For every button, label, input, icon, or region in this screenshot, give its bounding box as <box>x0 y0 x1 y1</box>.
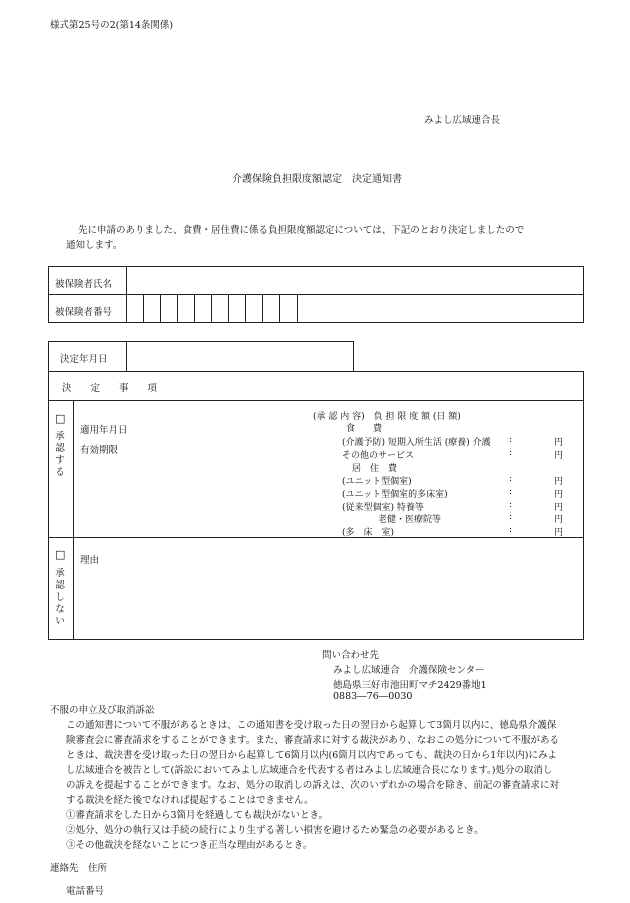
appeal-line: この通知書について不服があるときは、この通知書を受け取った日の翌日から起算して3箇月以内に、徳島県介護保 <box>66 720 557 731</box>
amount-row-colon: : <box>509 500 513 510</box>
appeal-item: ②処分、処分の執行又は手続の続行により生ずる著しい損害を避けるため緊急の必要があるとき。 <box>66 825 484 836</box>
insured-number-label: 被保険者番号 <box>55 307 113 318</box>
yen-unit: 円 <box>554 438 564 448</box>
yen-unit: 円 <box>554 490 564 500</box>
amount-row-label: その他のサービス <box>342 451 415 461</box>
intro-text: 先に申請のありました、食費・居住費に係る負担限度額認定については、下記のとおり決定しましたので <box>78 225 525 236</box>
amount-row-label: (多 床 室) <box>342 528 395 538</box>
form-id: 様式第25号の2(第14条関係) <box>50 20 174 31</box>
appeal-line: 険審査会に審査請求をすることができます。また、審査請求に対する裁決があり、なおこの処分について不服がある <box>66 735 560 746</box>
footer-contact-label: 連絡先 住所 <box>50 863 108 874</box>
contact-phone: 0883―76―0030 <box>333 691 413 702</box>
deny-label: 承 認 し な い <box>55 568 65 627</box>
amount-row-colon: : <box>509 448 513 458</box>
yen-unit: 円 <box>554 451 564 461</box>
decision-items-label: 決 定 事 項 <box>62 383 158 394</box>
approve-checkbox[interactable]: □ <box>55 412 66 425</box>
amount-row-label: 老健・医療院等 <box>342 515 442 525</box>
insured-name-label: 被保険者氏名 <box>55 279 113 290</box>
appeal-line: の訴えを提起することができます。なお、処分の取消しの訴えは、次のいずれかの場合を除き、前記の審査請求に対 <box>66 780 559 791</box>
insured-number-boxes[interactable] <box>127 295 299 322</box>
food-heading: 食 費 <box>346 424 383 434</box>
appeal-item: ③その他裁決を経ないことにつき正当な理由があるとき。 <box>66 840 313 851</box>
yen-unit: 円 <box>554 528 564 538</box>
valid-period-label: 有効期限 <box>80 445 119 456</box>
issuer: みよし広域連合長 <box>424 115 501 126</box>
amount-header: (承 認 内 容) 負 担 限 度 額 (日 額) <box>313 412 461 422</box>
contact-heading: 問い合わせ先 <box>322 650 380 661</box>
amount-row-label: (従来型個室) 特養等 <box>342 503 424 513</box>
approve-label: 承 認 す る <box>55 431 65 478</box>
residence-heading: 居 住 費 <box>352 464 398 474</box>
amount-row-colon: : <box>509 487 513 497</box>
appeal-line: する裁決を経た後でなければ提起することはできません。 <box>66 795 314 806</box>
yen-unit: 円 <box>554 503 564 513</box>
contact-address: 徳島県三好市池田町マチ2429番地1 <box>333 680 487 691</box>
apply-date-label: 適用年月日 <box>80 425 128 436</box>
insured-name-field[interactable] <box>127 267 583 293</box>
appeal-item: ①審査請求をした日から3箇月を経過しても裁決がないとき。 <box>66 810 329 821</box>
appeal-line: ときは、裁決書を受け取った日の翌日から起算して6箇月以内(6箇月以内であっても、裁決の日から1年以内)にみよ <box>66 750 557 761</box>
amount-row-colon: : <box>509 525 513 535</box>
contact-org: みよし広域連合 介護保険センター <box>333 665 485 676</box>
appeal-heading: 不服の申立及び取消訴訟 <box>50 705 155 716</box>
amount-row-label: (介護予防) 短期入所生活 (療養) 介護 <box>342 438 491 448</box>
page-title: 介護保険負担限度額認定 決定通知書 <box>232 174 402 185</box>
reason-field[interactable] <box>90 565 580 635</box>
footer-phone-label: 電話番号 <box>66 886 105 897</box>
deny-checkbox[interactable]: □ <box>55 548 66 561</box>
intro-text-2: 通知します。 <box>66 240 123 251</box>
amount-row-label: (ユニット型個室) <box>342 477 412 487</box>
amount-row-colon: : <box>509 435 513 445</box>
decision-date-field[interactable] <box>127 342 352 370</box>
appeal-line: し広域連合を被告として(訴訟においてみよし広域連合を代表する者はみよし広域連合長になります。)処分の取消し <box>66 765 553 776</box>
yen-unit: 円 <box>554 515 564 525</box>
reason-label: 理由 <box>80 555 100 566</box>
amount-row-colon: : <box>509 474 513 484</box>
yen-unit: 円 <box>554 477 564 487</box>
decision-date-label: 決定年月日 <box>60 354 108 365</box>
amount-row-colon: : <box>509 512 513 522</box>
amount-row-label: (ユニット型個室的多床室) <box>342 490 448 500</box>
